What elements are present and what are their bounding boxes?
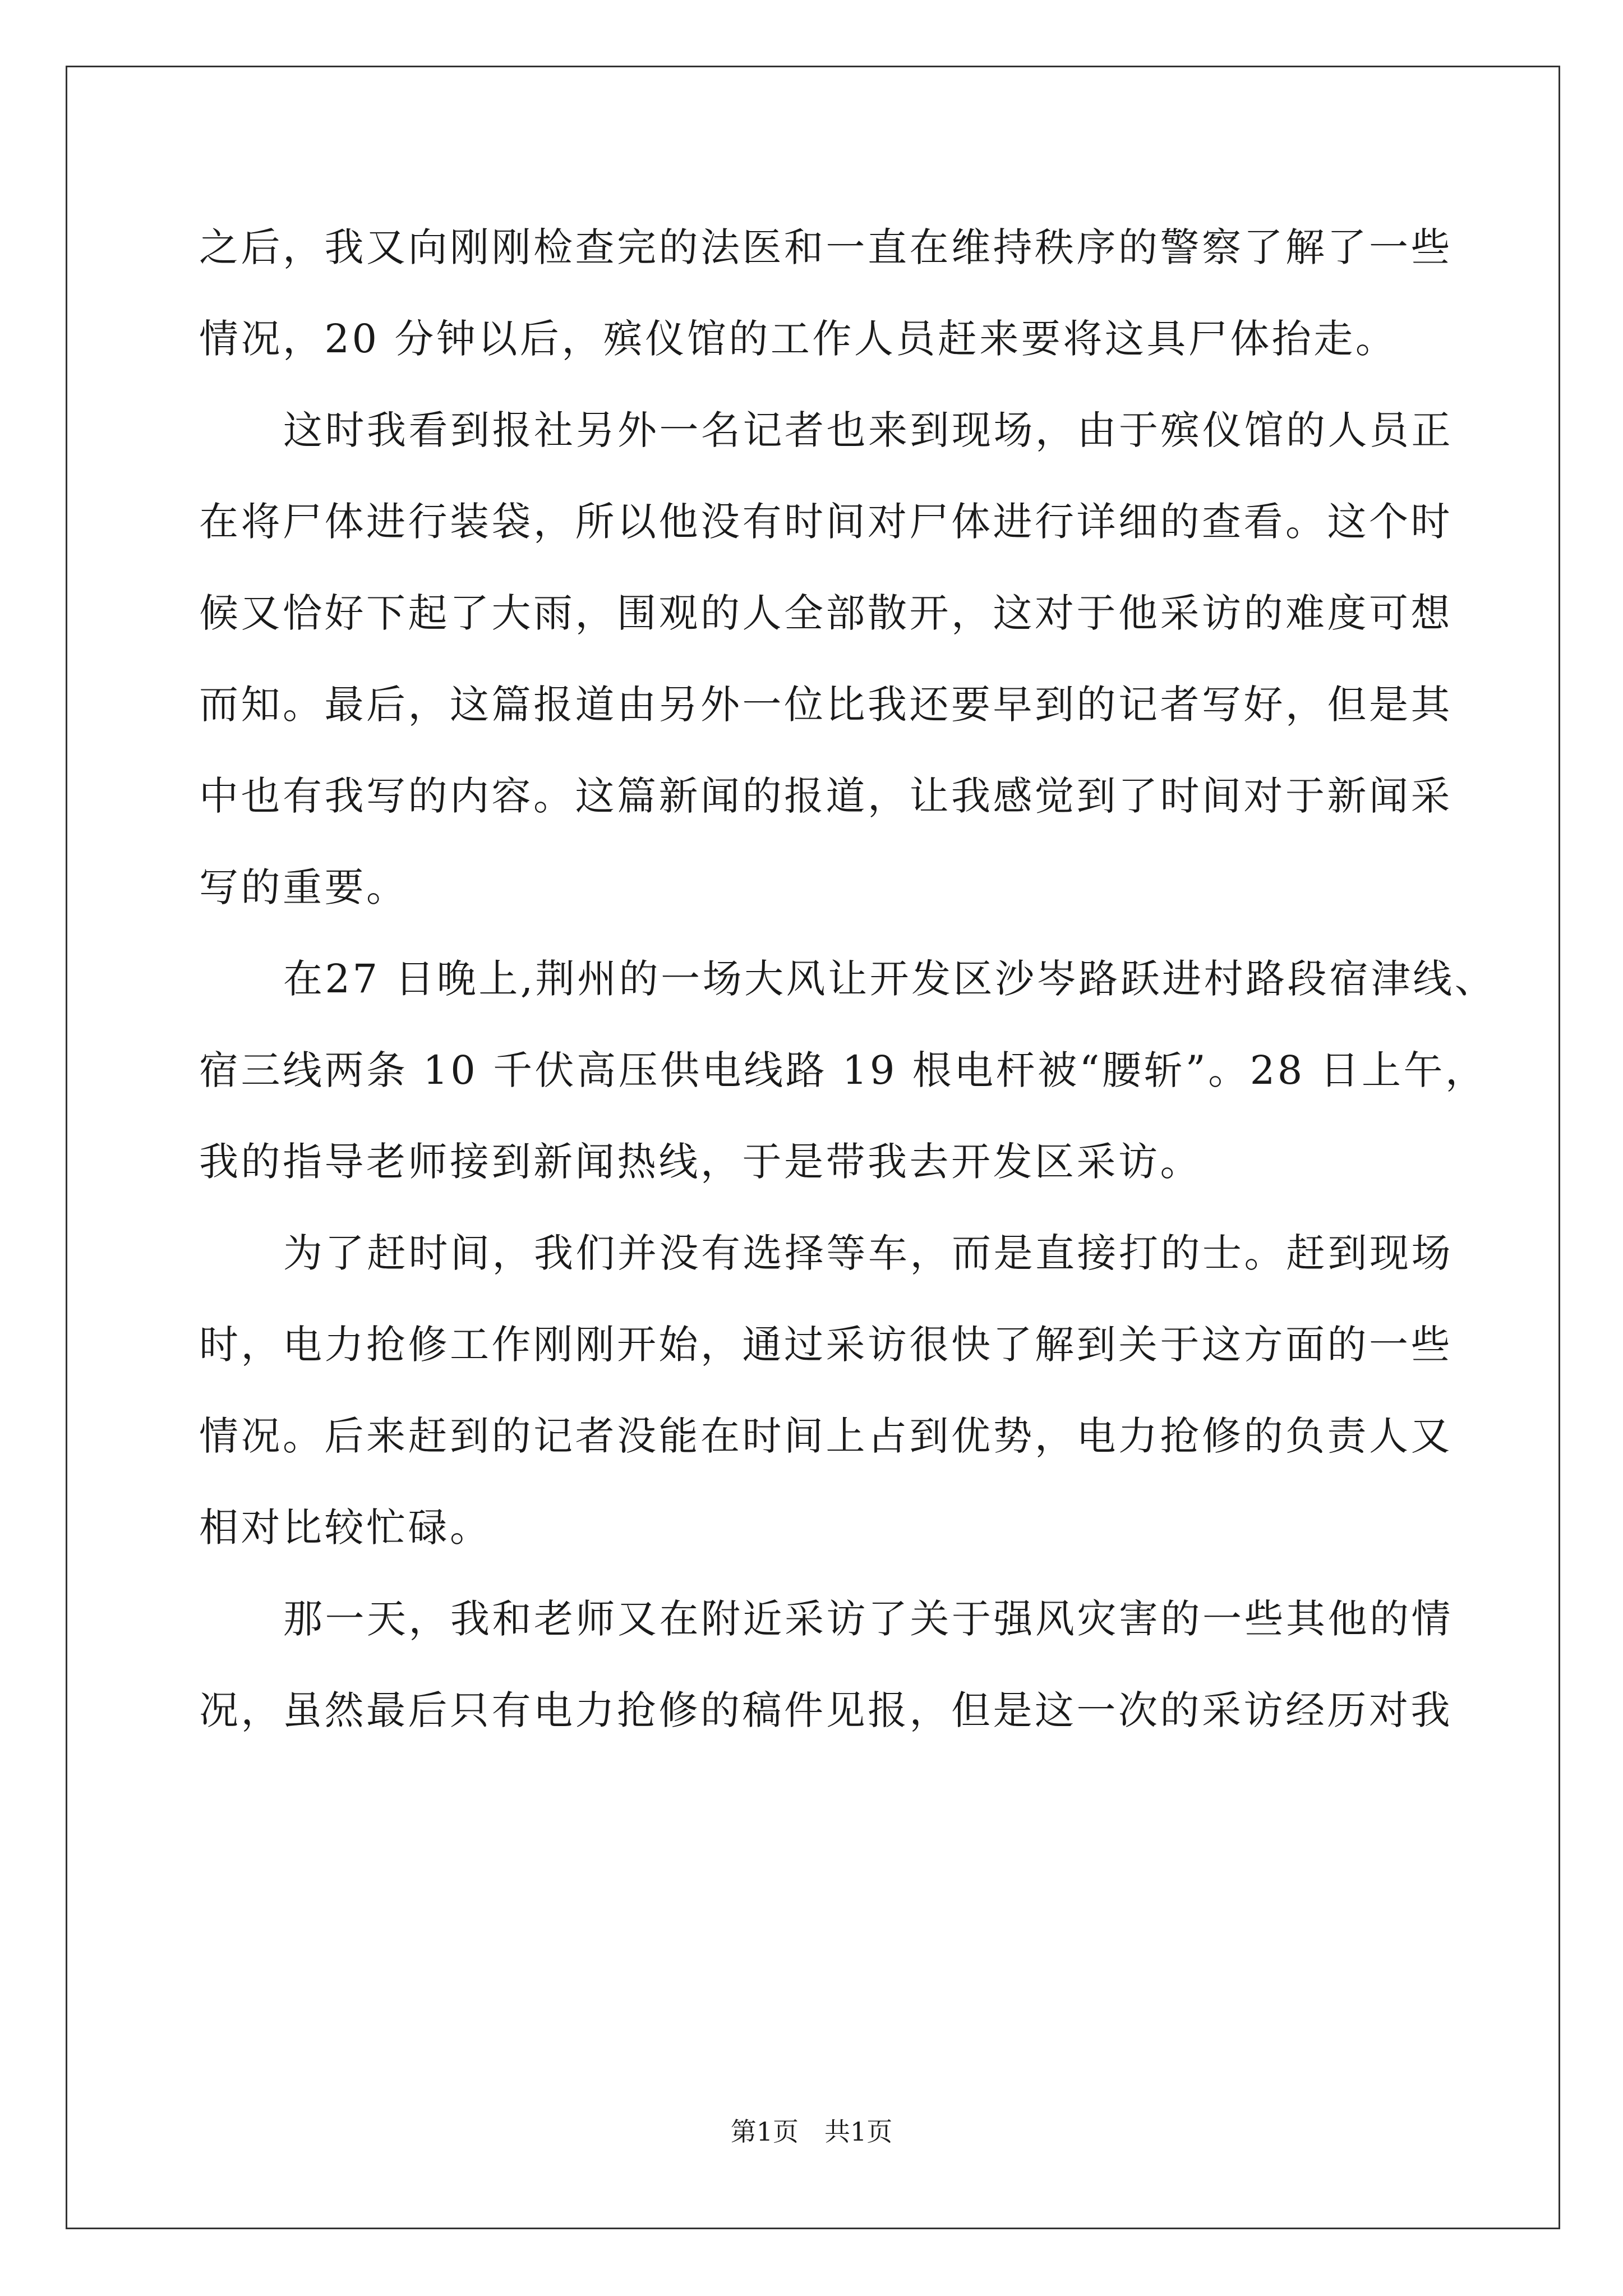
text-line: 候又恰好下起了大雨，围观的人全部散开，这对于他采访的难度可想 bbox=[199, 590, 1453, 636]
text-line: 之后，我又向刚刚检查完的法医和一直在维持秩序的警察了解了一些 bbox=[199, 224, 1453, 270]
text-line: 时，电力抢修工作刚刚开始，通过采访很快了解到关于这方面的一些 bbox=[199, 1322, 1453, 1368]
text-line: 写的重要。 bbox=[199, 864, 408, 910]
text-line: 宿三线两条 10 千伏高压供电线路 19 根电杆被“腰斩”。28 日上午， bbox=[199, 1047, 1487, 1093]
text-line: 况，虽然最后只有电力抢修的稿件见报，但是这一次的采访经历对我 bbox=[199, 1687, 1453, 1733]
text-line: 中也有我写的内容。这篇新闻的报道，让我感觉到了时间对于新闻采 bbox=[199, 773, 1453, 819]
text-line: 情况，20 分钟以后，殡仪馆的工作人员赶来要将这具尸体抬走。 bbox=[199, 316, 1398, 362]
text-line: 而知。最后，这篇报道由另外一位比我还要早到的记者写好，但是其 bbox=[199, 682, 1453, 728]
text-line: 我的指导老师接到新闻热线，于是带我去开发区采访。 bbox=[199, 1139, 1202, 1185]
document-body bbox=[199, 202, 1497, 1756]
text-line: 这时我看到报社另外一名记者也来到现场，由于殡仪馆的人员正 bbox=[283, 407, 1453, 453]
text-line: 为了赶时间，我们并没有选择等车，而是直接打的士。赶到现场 bbox=[283, 1230, 1453, 1276]
text-line: 相对比较忙碌。 bbox=[199, 1504, 492, 1550]
text-line: 在将尸体进行装袋，所以他没有时间对尸体进行详细的查看。这个时 bbox=[199, 499, 1453, 545]
text-line: 情况。后来赶到的记者没能在时间上占到优势，电力抢修的负责人又 bbox=[199, 1413, 1453, 1459]
page-number: 第1页 共1页 bbox=[730, 2116, 893, 2147]
text-line: 那一天，我和老师又在附近采访了关于强风灾害的一些其他的情 bbox=[283, 1596, 1453, 1642]
text-line: 在27 日晚上,荆州的一场大风让开发区沙岑路跃进村路段宿津线、 bbox=[283, 956, 1497, 1002]
